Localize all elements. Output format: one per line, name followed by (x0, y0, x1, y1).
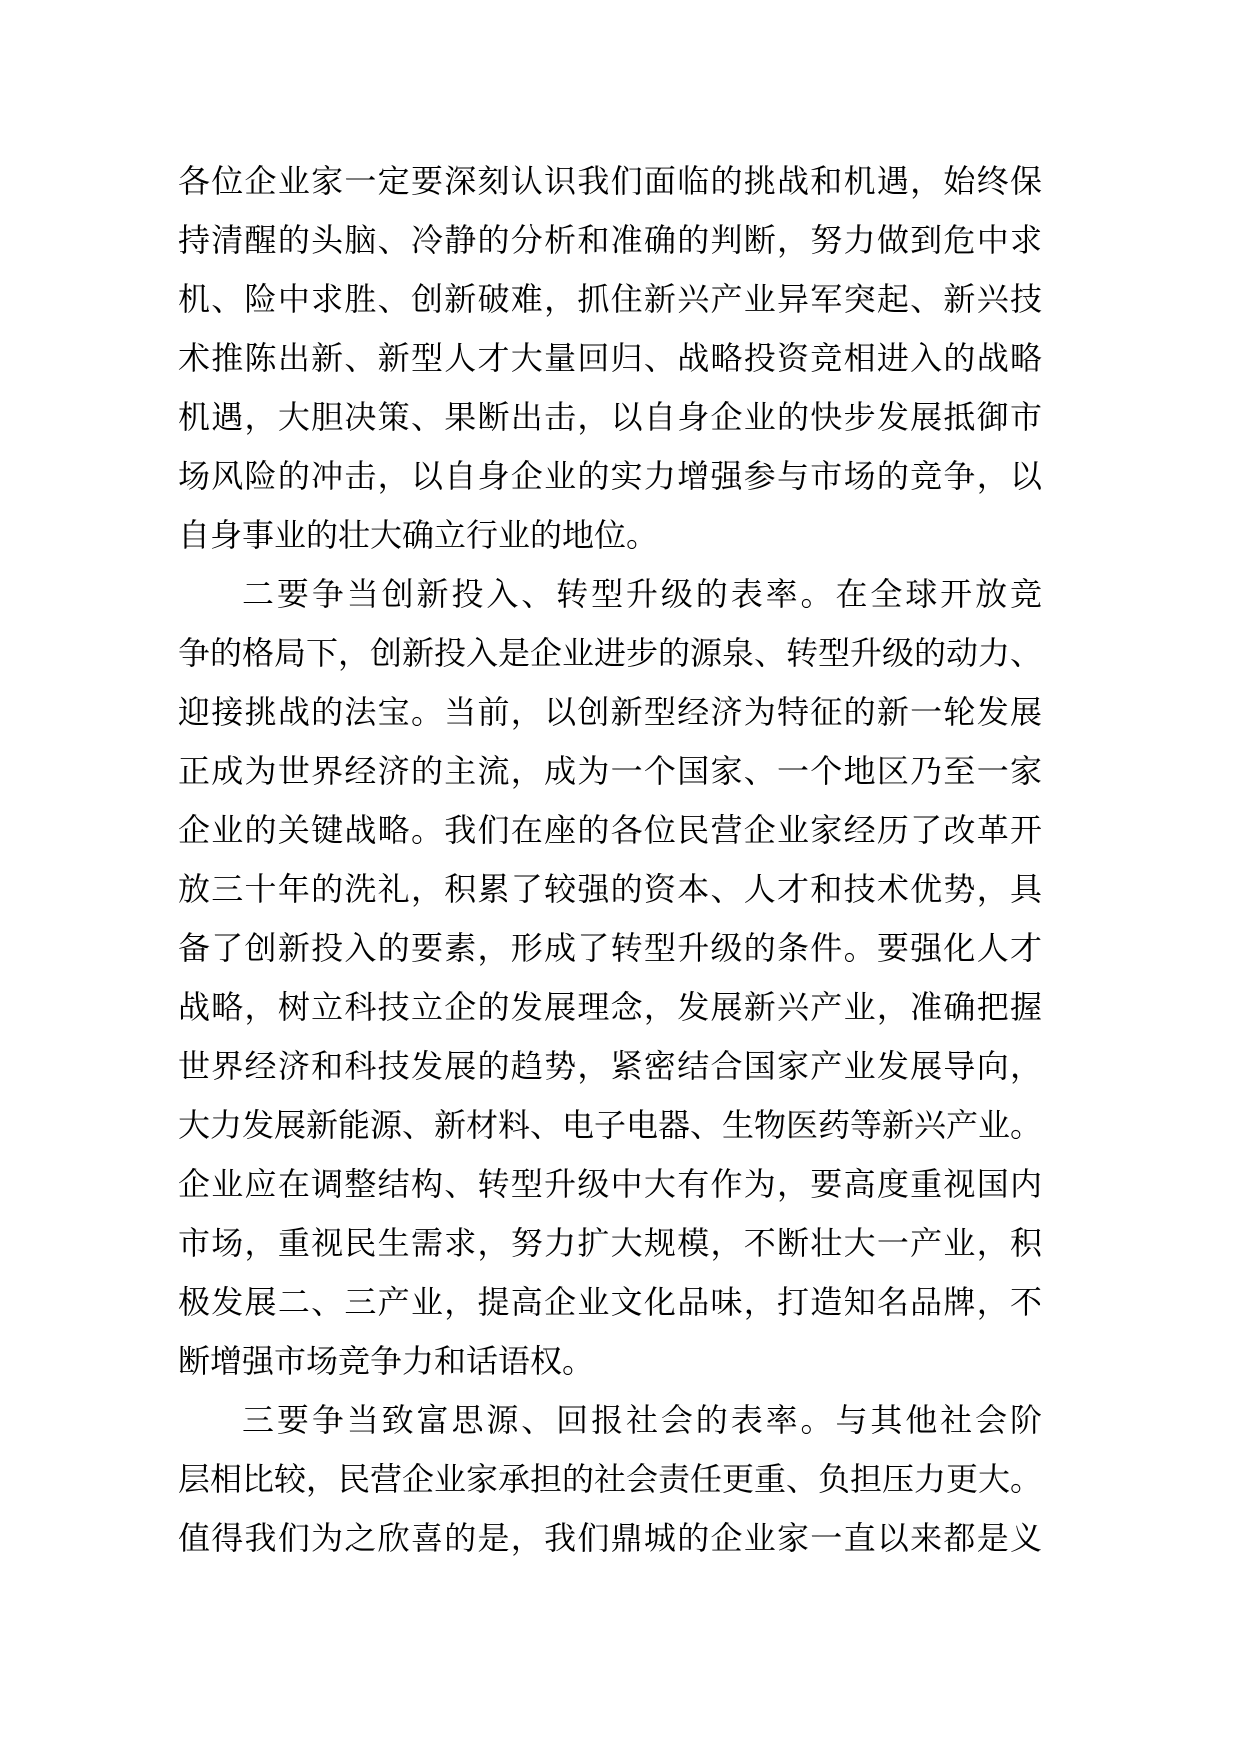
text-line-p2-7: 备了创新投入的要素，形成了转型升级的条件。要强化人才 (178, 930, 1042, 966)
text-line-p2-5: 企业的关键战略。我们在座的各位民营企业家经历了改革开 (178, 812, 1042, 848)
text-line-p3-1: 三要争当致富思源、回报社会的表率。与其他社会阶 (242, 1402, 1042, 1438)
text-line-p2-1: 二要争当创新投入、转型升级的表率。在全球开放竞 (242, 576, 1042, 612)
text-line-p2-2: 争的格局下，创新投入是企业进步的源泉、转型升级的动力、 (178, 635, 1043, 671)
text-line-p2-3: 迎接挑战的法宝。当前，以创新型经济为特征的新一轮发展 (178, 694, 1042, 730)
text-line-p3-2: 层相比较，民营企业家承担的社会责任更重、负担压力更大。 (178, 1461, 1043, 1497)
text-line-p1-5: 机遇，大胆决策、果断出击，以自身企业的快步发展抵御市 (178, 399, 1042, 435)
text-line-p2-8: 战略，树立科技立企的发展理念，发展新兴产业，准确把握 (178, 989, 1042, 1025)
text-line-p2-14: 断增强市场竞争力和话语权。 (178, 1343, 595, 1379)
text-line-p2-6: 放三十年的洗礼，积累了较强的资本、人才和技术优势，具 (178, 871, 1042, 907)
text-line-p1-3: 机、险中求胜、创新破难，抓住新兴产业异军突起、新兴技 (178, 281, 1042, 317)
text-line-p1-2: 持清醒的头脑、冷静的分析和准确的判断，努力做到危中求 (178, 222, 1042, 258)
document-body (178, 152, 1042, 1568)
text-line-p2-4: 正成为世界经济的主流，成为一个国家、一个地区乃至一家 (178, 753, 1042, 789)
text-line-p2-9: 世界经济和科技发展的趋势，紧密结合国家产业发展导向， (178, 1048, 1042, 1084)
text-line-p2-13: 极发展二、三产业，提高企业文化品味，打造知名品牌，不 (178, 1284, 1042, 1320)
text-line-p2-10: 大力发展新能源、新材料、电子电器、生物医药等新兴产业。 (178, 1107, 1043, 1143)
text-line-p2-12: 市场，重视民生需求，努力扩大规模，不断壮大一产业，积 (178, 1225, 1042, 1261)
text-line-p1-1: 各位企业家一定要深刻认识我们面临的挑战和机遇，始终保 (178, 163, 1042, 199)
text-line-p1-4: 术推陈出新、新型人才大量回归、战略投资竞相进入的战略 (178, 340, 1042, 376)
text-line-p3-3: 值得我们为之欣喜的是，我们鼎城的企业家一直以来都是义 (178, 1520, 1042, 1556)
text-line-p2-11: 企业应在调整结构、转型升级中大有作为，要高度重视国内 (178, 1166, 1042, 1202)
text-line-p1-6: 场风险的冲击，以自身企业的实力增强参与市场的竞争，以 (178, 458, 1042, 494)
text-line-p1-7: 自身事业的壮大确立行业的地位。 (178, 517, 659, 553)
